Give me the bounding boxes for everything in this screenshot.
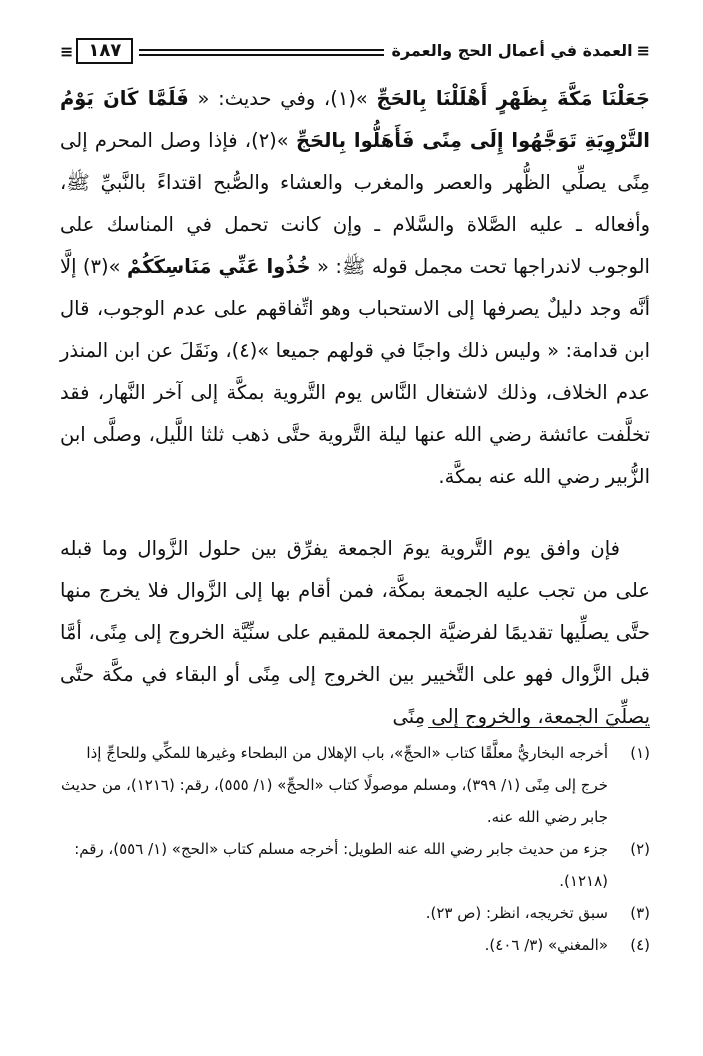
paragraph: فإن وافق يوم التَّروية يومَ الجمعة يفرِّق بين حلول الزَّوال وما قبله على من تجب عليه الجمعة بمكَّة، فمن أقام بها إلى الزَّوال فلا يخرج منها حتَّى يصلِّيها تقديمًا لفرضيَّة الجمعة للمقيم على سنِّيَّة الخروج إلى مِنًى، أمَّا قبل الزَّوال فهو على التَّخيير بين الخروج إلى مِنًى أو البقاء في مكَّة حتَّى يصلِّيَ الجمعة، والخروج إلى مِنًى: [60, 537, 650, 728]
footnote-text: أخرجه البخاريُّ معلَّقًا كتاب «الحجِّ»، باب الإهلال من البطحاء وغيرها للمكِّي وللحاجِّ إذا خرج إلى مِنًى (١/ ٣٩٩)، ومسلم موصولًا كتاب «الحجِّ» (١/ ٥٥٥)، رقم: (١٢١٦)، من حديث جابر رضي الله عنه.: [61, 744, 608, 826]
paragraph: [60, 78, 650, 498]
footnote-text: «المغني» (٣/ ٤٠٦).: [484, 936, 608, 954]
footnote-text: جزء من حديث جابر رضي الله عنه الطويل: أخرجه مسلم كتاب «الحج» (١/ ٥٥٦)، رقم: (١٢١٨).: [74, 840, 608, 890]
text-run: »(٣) إلَّا أنَّه وجد دليلٌ يصرفها إلى الاستحباب وهو اتِّفاقهم على عدم الوجوب، قال ابن قدامة: « وليس ذلك واجبًا في قولهم جميعا »(٤)، ونَقَلَ عن ابن المنذر عدم الخلاف، وذلك لاشتغال النَّاس يوم التَّروية بمكَّة إلى آخر النَّهار، فقد تخلَّفت عائشة رضي الله عنها ليلة التَّروية حتَّى ذهب ثلثا اللَّيل، وصلَّى ابن الزُّبير رضي الله عنه بمكَّة.: [60, 255, 650, 488]
main-text: [60, 78, 650, 738]
footnote: [60, 897, 650, 929]
footnote: [60, 833, 650, 897]
hadith-quote: فَلَمَّا كَانَ يَوْمُ التَّرْوِيَةِ تَوَجَّهُوا إِلَى مِنًى فَأَهَلُّوا بِالحَجِّ: [60, 87, 650, 152]
footnote-number: (٢): [630, 840, 650, 858]
header-bars-icon: ≡: [60, 41, 74, 61]
running-title: ≡العمدة في أعمال الحج والعمرة: [384, 38, 650, 64]
text-run: »(١)، وفي حديث: «: [188, 87, 377, 110]
quran-quote: جَعَلْنَا مَكَّةَ بِظَهْرٍ أَهْلَلْنَا بِالحَجِّ: [376, 87, 650, 110]
footnote-separator: [428, 727, 650, 728]
text-run: »(٢)، فإذا وصل المحرم إلى مِنًى يصلِّي الظُّهر والعصر والمغرب والعشاء والصُّبح اقتداءً بالنَّبيِّ ﷺ، وأفعاله ـ عليه الصَّلاة والسَّلام ـ وإن كانت تحمل في المناسك على الوجوب لاندراجها تحت مجمل قوله ﷺ: «: [60, 129, 650, 278]
footnote-number: (٣): [630, 904, 650, 922]
footnote-number: (١): [630, 744, 650, 762]
footnote-text: سبق تخريجه، انظر: (ص ٢٣).: [425, 904, 608, 922]
footnote: [60, 929, 650, 961]
footnote-number: (٤): [630, 936, 650, 954]
header-bars-icon: ≡: [636, 41, 650, 60]
footnotes: [60, 737, 650, 961]
footnote: [60, 737, 650, 833]
page-number: ١٨٧: [76, 38, 133, 64]
page-number-box: [60, 38, 139, 64]
hadith-quote: خُذُوا عَنِّي مَنَاسِكَكُمْ: [126, 255, 311, 278]
running-header: [60, 38, 650, 68]
